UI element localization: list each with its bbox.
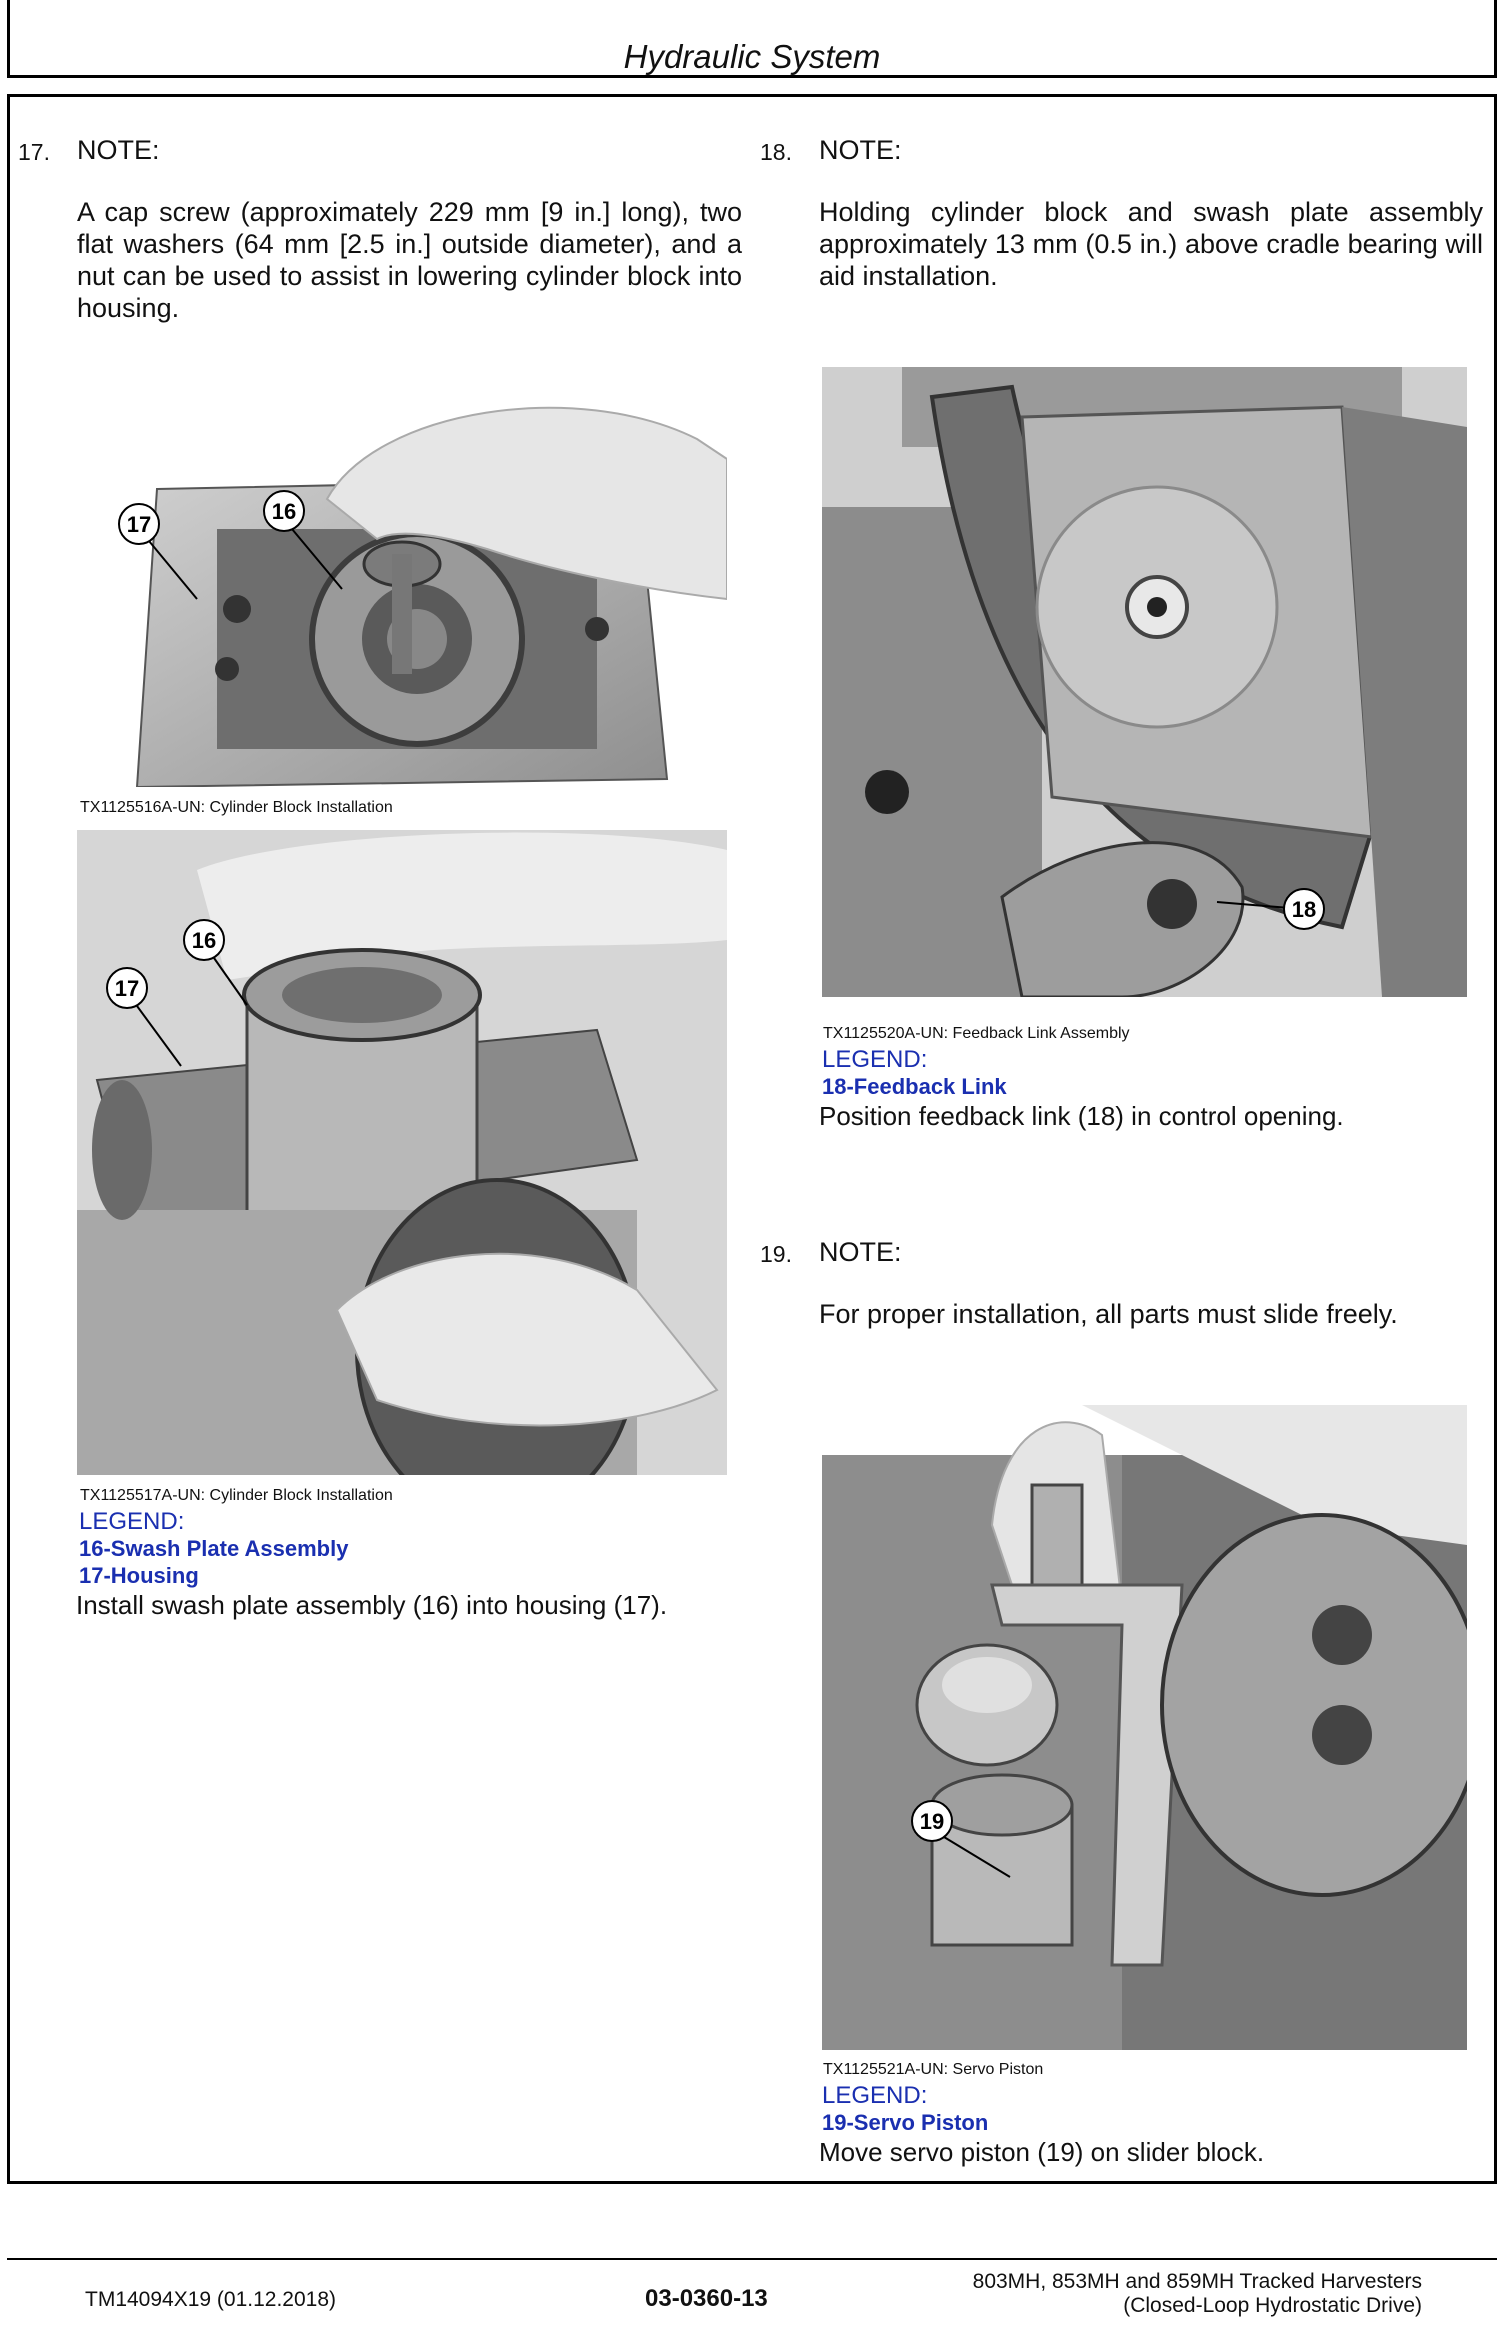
figure-caption: TX1125520A-UN: Feedback Link Assembly (823, 1025, 1130, 1042)
step-text: For proper installation, all parts must slide freely. (819, 1299, 1398, 1329)
page-header (7, 0, 1497, 78)
legend-item: 16-Swash Plate Assembly (79, 1536, 349, 1561)
legend-item: 19-Servo Piston (822, 2110, 989, 2135)
footer-divider (7, 2258, 1497, 2260)
figure-servo-piston (822, 1405, 1467, 2050)
svg-text:17: 17 (114, 976, 140, 1001)
servo-piston-photo (822, 1405, 1467, 2050)
figure-cylinder-block-installation-1 (77, 399, 727, 787)
figure-caption: TX1125517A-UN: Cylinder Block Installation (80, 1487, 393, 1504)
housing-photo (77, 830, 727, 1475)
figure-legend (819, 2082, 1265, 2167)
legend-item: 17-Housing (79, 1563, 199, 1588)
step-note-label: NOTE: (819, 1237, 902, 1267)
step-number: 19. (760, 1241, 792, 1267)
legend-description: Position feedback link (18) in control opening. (819, 1101, 1344, 1131)
step-text: Holding cylinder block and swash plate assembly approximately 13 mm (0.5 in.) above cradle bearing will aid installation. (819, 197, 1483, 291)
legend-item: 18-Feedback Link (822, 1074, 1007, 1099)
figure-caption: TX1125521A-UN: Servo Piston (823, 2061, 1044, 2078)
legend-title: LEGEND: (79, 1508, 185, 1535)
svg-text:16: 16 (271, 499, 297, 524)
product-line: 803MH, 853MH and 859MH Tracked Harvesters (972, 2270, 1422, 2293)
step-number: 18. (760, 139, 792, 165)
legend-description: Move servo piston (19) on slider block. (819, 2137, 1265, 2167)
figure-cylinder-block-installation-2 (77, 830, 727, 1475)
legend-title: LEGEND: (822, 1046, 928, 1073)
figure-caption: TX1125516A-UN: Cylinder Block Installation (80, 799, 393, 816)
legend-title: LEGEND: (822, 2082, 928, 2109)
step-text: A cap screw (approximately 229 mm [9 in.] long), two flat washers (64 mm [2.5 in.] outside diameter), and a nut can be used to assist in lowering cylinder block into housing. (77, 197, 742, 323)
figure-legend (76, 1508, 668, 1620)
manual-id: TM14094X19 (01.12.2018) (85, 2288, 337, 2311)
section-title: Hydraulic System (623, 38, 881, 75)
svg-text:18: 18 (1291, 897, 1317, 922)
svg-text:19: 19 (919, 1809, 945, 1834)
legend-description: Install swash plate assembly (16) into housing (17). (76, 1590, 668, 1620)
svg-text:16: 16 (191, 928, 217, 953)
figure-legend (819, 1046, 1344, 1131)
figure-feedback-link-assembly (822, 367, 1467, 997)
step-number: 17. (18, 139, 50, 165)
step-note-label: NOTE: (77, 135, 160, 165)
product-title (973, 2270, 1422, 2318)
feedback-link-photo (822, 367, 1467, 997)
product-subline: (Closed-Loop Hydrostatic Drive) (1123, 2294, 1422, 2317)
step-note-label: NOTE: (819, 135, 902, 165)
page-number: 03-0360-13 (645, 2285, 768, 2312)
svg-text:17: 17 (126, 512, 152, 537)
cylinder-block-photo (77, 399, 727, 787)
